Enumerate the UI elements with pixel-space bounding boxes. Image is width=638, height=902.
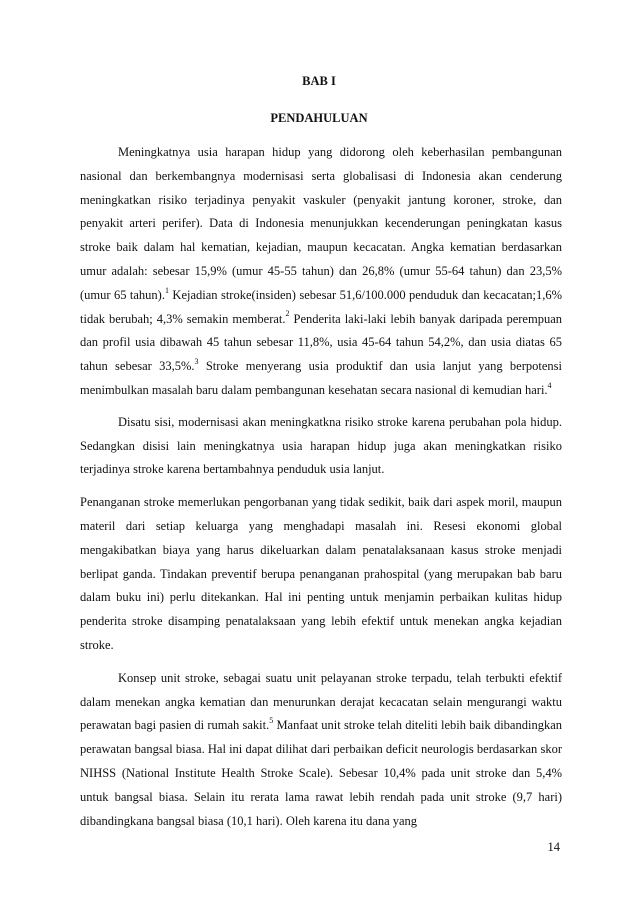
footnote-ref: 1 bbox=[164, 285, 169, 295]
body-text bbox=[80, 141, 562, 833]
paragraph-3 bbox=[80, 491, 562, 658]
chapter-title: PENDAHULUAN bbox=[270, 111, 368, 125]
text-run: Penderita laki-laki lebih banyak daripada perempuan dan profil usia dibawah 45 tahun sebesar 11,8%, usia 45-64 tahun 54,2%, dan usia diatas 65 tahun sebesar 33,5%. bbox=[80, 311, 562, 374]
paragraph-2 bbox=[80, 411, 562, 482]
paragraph-1 bbox=[80, 141, 562, 403]
paragraph-4 bbox=[80, 667, 562, 834]
text-run: Stroke menyerang usia produktif dan usia lanjut yang berpotensi menimbulkan masalah baru dalam pembangunan kesehatan secara nasional di kemudian hari. bbox=[80, 359, 562, 397]
footnote-ref: 2 bbox=[285, 309, 290, 319]
footnote-ref: 3 bbox=[194, 357, 199, 367]
chapter-number: BAB I bbox=[302, 74, 336, 88]
text-run: Konsep unit stroke, sebagai suatu unit pelayanan stroke terpadu, telah terbukti efektif dalam menekan angka kematian dan menurunkan derajat kecacatan selain mengurangi waktu perawatan bagi pasien di rumah sakit. bbox=[80, 670, 562, 733]
text-run: Penanganan stroke memerlukan pengorbanan yang tidak sedikit, baik dari aspek moril, maupun materil dari setiap keluarga yang menghadapi masalah ini. Resesi ekonomi global mengakibatkan biaya yang harus dikeluarkan dalam penatalaksanaan kasus stroke menjadi berlipat ganda. Tindakan preventif berupa penanganan prahospital (yang merupakan bab baru dalam buku ini) perlu ditekankan. Hal ini penting untuk menjamin perbaikan kulitas hidup penderita stroke disamping penatalaksaan yang lebih efektif untuk menekan angka kejadian stroke. bbox=[80, 495, 562, 652]
footnote-ref: 5 bbox=[269, 716, 274, 726]
text-run: Meningkatnya usia harapan hidup yang didorong oleh keberhasilan pembangunan nasional dan berkembangnya modernisasi serta globalisasi di Indonesia akan cenderung meningkatkan risiko terjadinya penyakit vaskuler (penyakit jantung koroner, stroke, dan penyakit arteri perifer). Data di Indonesia menunjukkan kecenderungan peningkatan kasus stroke baik dalam hal kematian, kejadian, maupun kecacatan. Angka kematian berdasarkan umur adalah: sebesar 15,9% (umur 45-55 tahun) dan 26,8% (umur 55-64 tahun) dan 23,5% (umur 65 tahun). bbox=[80, 145, 562, 302]
text-run: Kejadian stroke(insiden) sebesar 51,6/100.000 penduduk dan kecacatan;1,6% tidak berubah; 4,3% semakin memberat. bbox=[80, 287, 562, 326]
text-run: Manfaat unit stroke telah diteliti lebih baik dibandingkan perawatan bangsal biasa. Hal ini dapat dilihat dari perbaikan deficit neurologis berdasarkan skor NIHSS (National Institute Health Stroke Scale). Sebesar 10,4% pada unit stroke dan 5,4% untuk bangsal biasa. Selain itu rerata lama rawat lebih rendah pada unit stroke (9,7 hari) dibandingkana bangsal biasa (10,1 hari). Oleh karena itu dana yang bbox=[80, 718, 563, 828]
footnote-ref: 4 bbox=[547, 380, 552, 390]
text-run: Disatu sisi, modernisasi akan meningkatkna risiko stroke karena perubahan pola hidup. Sedangkan disisi lain meningkatnya usia harapan hidup juga akan meningkatkan risiko terjadinya stroke karena bertambahnya penduduk usia lanjut. bbox=[80, 414, 562, 477]
page-number: 14 bbox=[547, 840, 560, 854]
